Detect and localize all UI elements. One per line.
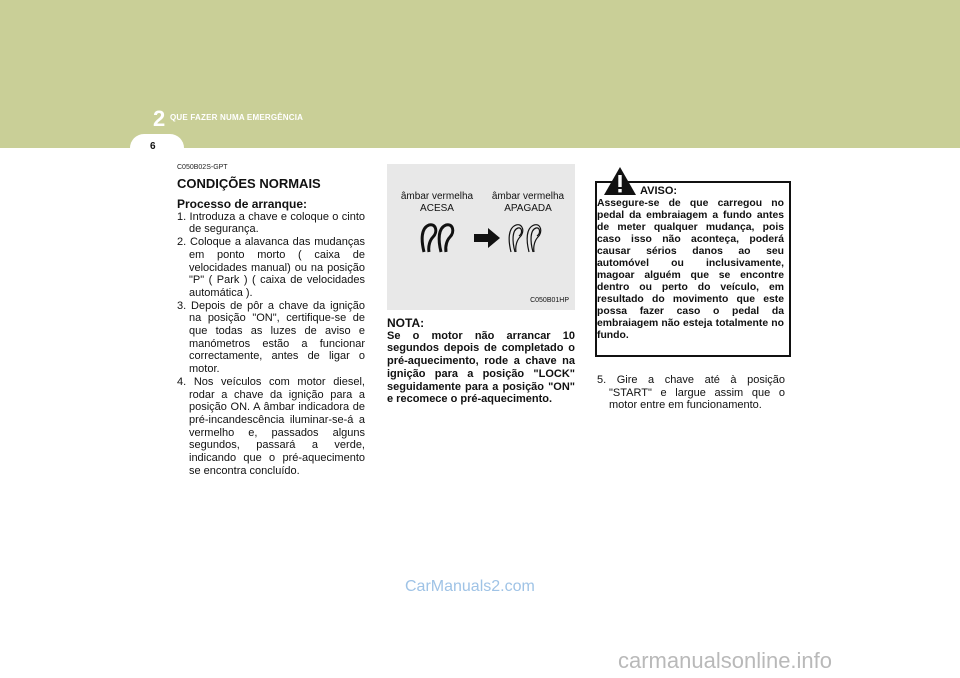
warning-text: Assegure-se de que carregou no pedal da embraiagem a fundo antes de meter qualquer mudança, pois caso isso não aconteça, poderá causar sérios danos ao seu automóvel ou inclusivamente, magoar alguém que se encontre dentro ou perto do veículo, em resultado do movimento que este possa fazer caso o pedal da embraiagem não esteja totalmente no fundo.	[597, 198, 784, 341]
figure-label-lit: âmbar vermelha ACESA	[400, 191, 474, 214]
glow-plug-lit-icon	[420, 220, 456, 256]
section-code: C050B02S-GPT	[177, 164, 228, 171]
page-tab	[130, 134, 184, 162]
note-text: Se o motor não arrancar 10 segundos depois de completado o pré-aquecimento, rode a chave na ignição para a posição "LOCK" seguidamente para a posição "ON" e recomece o pré-aquecimento.	[387, 329, 575, 406]
step-item: 3. Depois de pôr a chave da ignição na posição "ON", certifique-se de que todas as luzes de aviso e manómetros estão a funcionar correctamente, antes de ligar o motor.	[177, 299, 365, 376]
figure-code: C050B01HP	[530, 297, 569, 304]
warning-title: AVISO:	[640, 185, 678, 197]
step-item: 5. Gire a chave até à posição "START" e largue assim que o motor entre em funcionamento.	[597, 374, 785, 412]
step-item: 2. Coloque a alavanca das mudanças em ponto morto ( caixa de velocidades manual) ou na posição "P" ( Park ) ( caixa de velocidades automática ).	[177, 236, 365, 299]
indicator-figure	[387, 164, 575, 310]
arrow-right-icon	[474, 228, 500, 248]
steps-list	[177, 211, 365, 478]
note-title: NOTA:	[387, 316, 425, 330]
watermark-carmanualsonline: carmanualsonline.info	[618, 648, 833, 673]
section-title: CONDIÇÕES NORMAIS	[177, 175, 321, 191]
figure-label-off: âmbar vermelha APAGADA	[491, 191, 565, 214]
page-number: 6	[150, 141, 156, 152]
warning-triangle-icon	[603, 166, 637, 196]
watermark-carmanuals2: CarManuals2.com	[405, 578, 535, 595]
note-block	[387, 317, 575, 406]
glow-plug-off-icon	[506, 220, 546, 256]
header-band	[0, 0, 960, 148]
section-subtitle: Processo de arranque:	[177, 196, 308, 211]
chapter-number: 2	[153, 106, 166, 131]
step-item: 1. Introduza a chave e coloque o cinto de segurança.	[177, 210, 365, 236]
left-column	[177, 162, 365, 477]
chapter-title: QUE FAZER NUMA EMERGÊNCIA	[170, 113, 304, 122]
step-item: 4. Nos veículos com motor diesel, rodar a chave da ignição para a posição ON. A âmbar indicadora de pré-incandescência iluminar-se-á a vermelho e, passados alguns segundos, passará a verde, indicando que o pré-aquecimento se encontra concluído.	[177, 375, 365, 477]
